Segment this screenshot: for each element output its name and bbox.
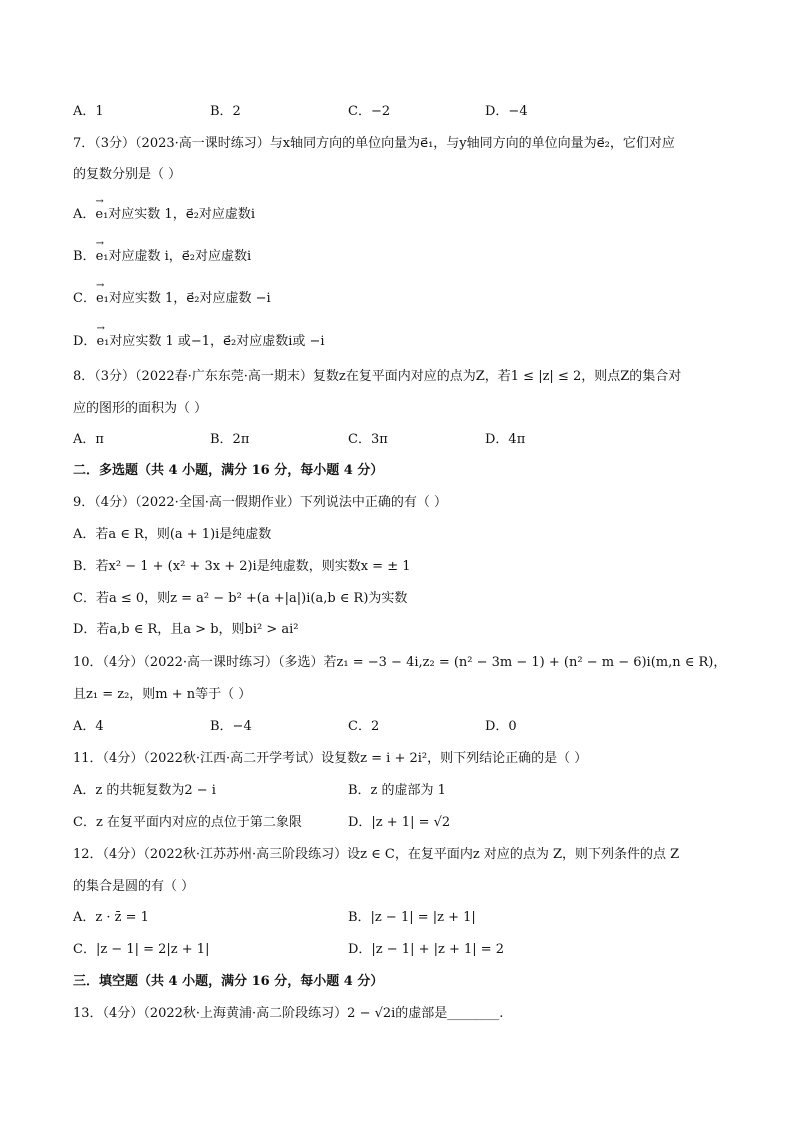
vector-e1 xyxy=(95,280,109,308)
q9-option-d: D．若a,b ∈ R，且a > b，则bi² > ai² xyxy=(73,622,299,637)
q8-option-b: B．2π xyxy=(210,432,250,447)
q7-option-a-text: 对应实数 1，e⃗₂对应虚数i xyxy=(108,207,256,222)
q10-option-c: C．2 xyxy=(348,719,380,734)
q12-option-d: D．|z − 1| + |z + 1| = 2 xyxy=(348,942,505,957)
q6-option-c: C．−2 xyxy=(348,104,391,119)
q12-stem-line1: 12．（4分）（2022秋·江苏苏州·高三阶段练习）设z ∈ C，在复平面内z 对应的点为 Z，则下列条件的点 Z xyxy=(73,847,680,862)
q12-option-b: B．|z − 1| = |z + 1| xyxy=(348,910,476,925)
q8-options xyxy=(73,431,733,449)
q9-stem: 9．（4分）（2022·全国·高一假期作业）下列说法中正确的有（ ） xyxy=(73,495,448,510)
q11-stem: 11．（4分）（2022秋·江西·高二开学考试）设复数z = i + 2i²，则下列结论正确的是（ ） xyxy=(73,751,588,766)
section3-title: 三．填空题（共 4 小题，满分 16 分，每小题 4 分） xyxy=(73,974,384,989)
q12-stem-line2: 的集合是圆的有（ ） xyxy=(73,879,195,894)
q8-option-c: C．3π xyxy=(348,432,388,447)
vector-e1 xyxy=(95,238,109,266)
q8-option-d: D．4π xyxy=(485,432,526,447)
q6-option-b: B．2 xyxy=(210,104,241,119)
q9-option-a: A．若a ∈ R，则(a + 1)i是纯虚数 xyxy=(73,527,272,542)
q12-option-c: C．|z − 1| = 2|z + 1| xyxy=(73,942,210,957)
q7-option-d-label: D． xyxy=(73,334,97,349)
q11-option-d: D．|z + 1| = √2 xyxy=(348,815,451,830)
q7-option-b-text: 对应虚数 i，e⃗₂对应虚数i xyxy=(108,249,252,264)
q7-option-a-label: A． xyxy=(73,207,96,222)
q9-option-b: B．若x² − 1 + (x² + 3x + 2)i是纯虚数，则实数x = ± 1 xyxy=(73,559,411,574)
q9-option-c: C．若a ≤ 0，则z = a² − b² +(a +|a|)i(a,b ∈ R)为实数 xyxy=(73,591,408,606)
q10-option-a: A．4 xyxy=(73,719,104,734)
vector-e1-text: e₁ xyxy=(95,291,109,306)
q12-option-a: A．z · z̄ = 1 xyxy=(73,910,149,925)
q7-option-b xyxy=(73,238,252,266)
section2-title: 二．多选题（共 4 小题，满分 16 分，每小题 4 分） xyxy=(73,463,384,478)
vector-e1-text: e₁ xyxy=(95,207,109,222)
q11-option-b: B．z 的虚部为 1 xyxy=(348,783,446,798)
q11-options-row1 xyxy=(73,782,733,800)
q10-stem-line2: 且z₁ = z₂，则m + n等于（ ） xyxy=(73,687,252,702)
q8-option-a: A．π xyxy=(73,432,104,447)
q7-stem-line2: 的复数分别是（ ） xyxy=(73,167,182,182)
vector-arrow-icon: → xyxy=(95,280,105,291)
q7-stem-line1: 7．（3分）（2023·高一课时练习）与x轴同方向的单位向量为e⃗₁，与y轴同方向的单位向量为e⃗₂，它们对应 xyxy=(73,136,675,151)
vector-arrow-icon: → xyxy=(95,238,104,249)
q10-option-b: B．−4 xyxy=(210,719,252,734)
q7-option-c-label: C． xyxy=(73,291,96,306)
q12-options-row1 xyxy=(73,909,733,927)
q7-option-b-label: B． xyxy=(73,249,96,264)
q10-stem-line1: 10．（4分）（2022·高一课时练习）（多选）若z₁ = −3 − 4i,z₂ = (n² − 3m − 1) + (n² − m − 6)i(m,n ∈ R)， xyxy=(73,655,727,670)
vector-arrow-icon: → xyxy=(96,323,105,334)
vector-e1 xyxy=(96,323,110,351)
q11-option-a: A．z 的共轭复数为2 − i xyxy=(73,783,216,798)
q13-stem: 13．（4分）（2022秋·上海黄浦·高二阶段练习）2 − √2i的虚部是________. xyxy=(73,1006,504,1021)
q7-option-c-text: 对应实数 1，e⃗₂对应虚数 −i xyxy=(108,291,271,306)
q7-option-a xyxy=(73,196,256,224)
q10-option-d: D．0 xyxy=(485,719,517,734)
q7-option-d xyxy=(73,323,325,351)
q11-options-row2 xyxy=(73,814,733,832)
q11-option-c: C．z 在复平面内对应的点位于第二象限 xyxy=(73,815,302,830)
q8-stem-line1: 8．（3分）（2022春·广东东莞·高一期末）复数z在复平面内对应的点为Z，若1 ≤ |z| ≤ 2，则点Z的集合对 xyxy=(73,369,682,384)
q6-option-d: D．−4 xyxy=(485,104,528,119)
q6-option-a: A．1 xyxy=(73,104,104,119)
vector-e1 xyxy=(95,196,109,224)
q12-options-row2 xyxy=(73,941,733,959)
vector-e1-text: e₁ xyxy=(96,334,110,349)
vector-arrow-icon: → xyxy=(95,196,104,207)
vector-e1-text: e₁ xyxy=(95,249,109,264)
q7-option-c xyxy=(73,280,271,308)
q8-stem-line2: 应的图形的面积为（ ） xyxy=(73,401,208,416)
q7-option-d-text: 对应实数 1 或−1，e⃗₂对应虚数i或 −i xyxy=(109,334,325,349)
q10-options xyxy=(73,718,733,736)
q6-options xyxy=(73,103,733,121)
